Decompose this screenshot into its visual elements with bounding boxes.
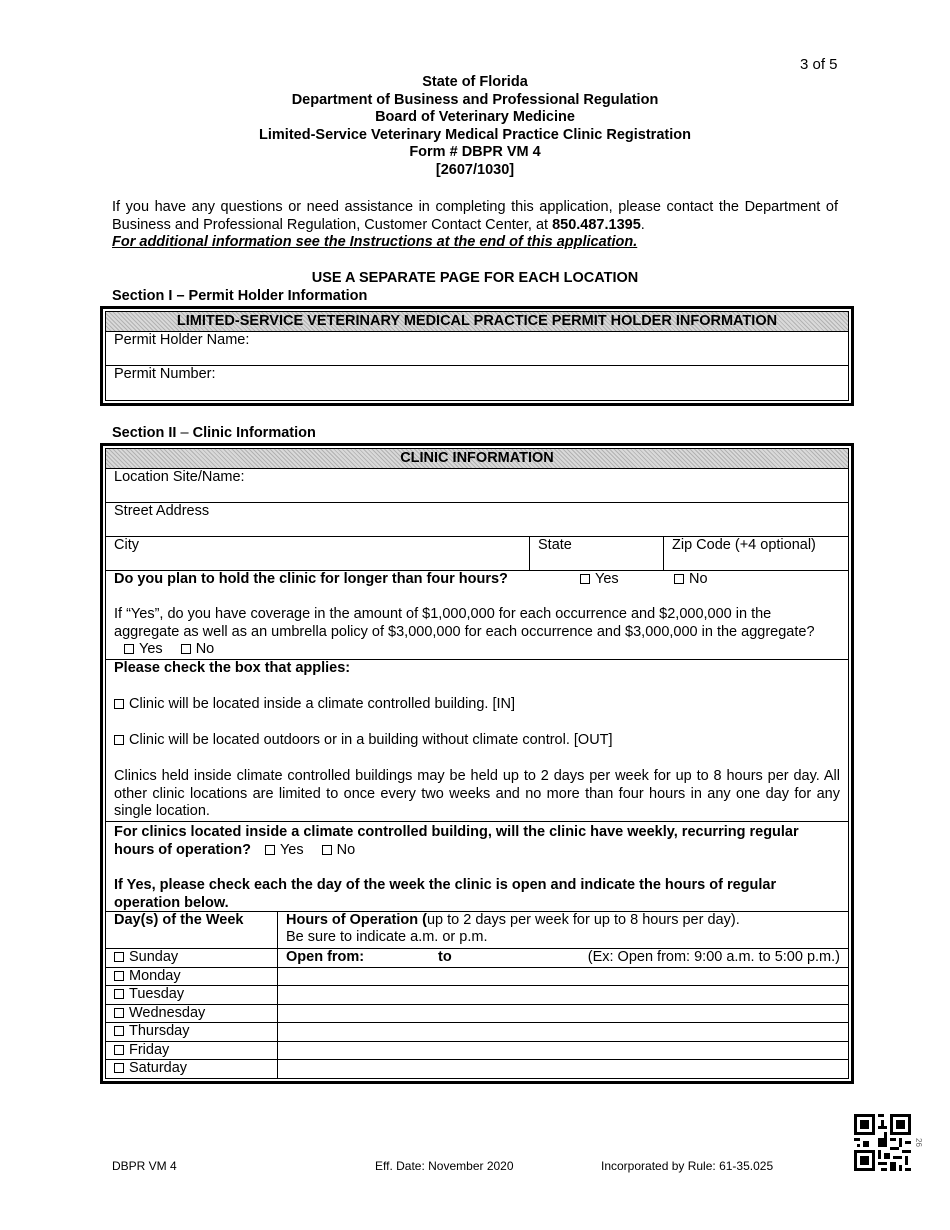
days-header: Day(s) of the Week [106,912,278,949]
street-address-field[interactable] [106,503,848,537]
checkbox-icon [114,699,124,709]
day-sunday[interactable] [106,949,278,968]
outside-option[interactable] [114,732,840,749]
weekly-no[interactable] [322,842,356,858]
day-label: Friday [129,1041,170,1058]
state-field[interactable] [529,537,663,570]
qr-code [854,1114,911,1171]
four-hours-no-label: No [689,571,708,587]
checkbox-icon [580,574,590,584]
header-form-code: [2607/1030] [435,161,515,178]
checkbox-icon [114,1008,124,1018]
city-field[interactable] [106,537,529,570]
permit-holder-name-field[interactable] [106,332,848,366]
section1-title: Section I – Permit Holder Information [112,288,368,304]
header-state: State of Florida [422,74,528,90]
header-board: Board of Veterinary Medicine [375,109,575,125]
checkbox-icon [265,845,275,855]
section2-title-dash: – [176,425,193,441]
day-monday[interactable] [106,967,278,986]
hours-friday[interactable] [278,1041,849,1060]
section2-title-a: Section II [112,425,177,441]
coverage-yes-label: Yes [139,641,163,657]
section2-title-c: Clinic Information [192,425,316,441]
checkbox-icon [114,1026,124,1036]
weekly-question-text: For clinics located inside a climate controlled building, will the clinic have weekly, recurring regular hours of operation? [114,824,799,858]
coverage-question-text: If “Yes”, do you have coverage in the amount of $1,000,000 for each occurrence and $2,000,000 in the aggregate as well as an umbrella policy of $3,000,000 for each occurrence and $3,000,000 in the aggregate? [114,606,815,640]
footer-form-id: DBPR VM 4 [112,1159,177,1173]
hours-example: (Ex: Open from: 9:00 a.m. to 5:00 p.m.) [587,949,840,965]
hours-monday[interactable] [278,967,849,986]
checkbox-icon [114,1063,124,1073]
permit-holder-table-header: LIMITED-SERVICE VETERINARY MEDICAL PRACTICE PERMIT HOLDER INFORMATION [106,312,848,332]
hours-wednesday[interactable] [278,1004,849,1023]
hours-thursday[interactable] [278,1023,849,1042]
hours-saturday[interactable] [278,1060,849,1079]
clinic-limits-text: Clinics held inside climate controlled buildings may be held up to 2 days per week for up to 8 hours per day. All other clinic locations are limited to once every two weeks and no more than four hours in any one day for any single location. [114,768,840,819]
contact-phone: 850.487.1395 [552,216,641,233]
zip-field[interactable] [663,537,848,570]
weekly-question [114,823,840,859]
permit-holder-name-label: Permit Holder Name: [114,332,250,348]
days-table [105,911,849,1079]
instructions-note: For additional information see the Instructions at the end of this application. [112,234,638,250]
checkbox-icon [114,989,124,999]
checkbox-icon [114,1045,124,1055]
day-label: Monday [129,967,181,984]
four-hours-no[interactable] [674,571,708,588]
intro-period: . [640,216,645,233]
check-box-instruction: Please check the box that applies: [114,660,351,676]
zip-label: Zip Code (+4 optional) [672,537,816,553]
day-thursday[interactable] [106,1023,278,1042]
day-label: Wednesday [129,1004,206,1021]
street-address-label: Street Address [114,503,210,519]
checkbox-icon [114,971,124,981]
form-header [0,74,950,179]
days-table-wrap [106,911,848,1079]
coverage-no[interactable] [181,641,215,657]
four-hours-yes-label: Yes [595,571,619,587]
page-number: 3 of 5 [800,56,838,73]
hours-header-bold: Hours of Operation ( [286,912,427,928]
footer-rule: Incorporated by Rule: 61-35.025 [601,1159,774,1173]
checkbox-icon [124,644,134,654]
qr-number: 26 [914,1138,923,1147]
intro-paragraph [112,199,838,252]
intro-text: If you have any questions or need assistance in completing this application, please contact the Department of Business and Professional Regulation, Customer Contact Center, at [112,199,838,233]
day-wednesday[interactable] [106,1004,278,1023]
weekly-no-label: No [336,842,356,858]
hours-header [278,912,849,949]
header-form-number: Form # DBPR VM 4 [409,144,541,160]
checkbox-icon [181,644,191,654]
section2-title [112,425,316,441]
location-field[interactable] [106,469,848,503]
if-yes-instruction: If Yes, please check each the day of the week the clinic is open and indicate the hours of regular operation below. [114,877,777,911]
day-label: Saturday [129,1060,188,1076]
hours-tuesday[interactable] [278,986,849,1005]
day-label: Thursday [129,1023,190,1039]
clinic-info-table [100,443,854,1084]
permit-holder-table [100,306,854,406]
checkbox-icon [674,574,684,584]
four-hours-question: Do you plan to hold the clinic for longer than four hours? [114,571,508,587]
outside-option-label: Clinic will be located outdoors or in a building without climate control. [OUT] [129,732,613,748]
day-saturday[interactable] [106,1060,278,1079]
weekly-yes-label: Yes [279,842,304,858]
four-hours-block [106,571,848,660]
inside-option[interactable] [114,696,840,713]
checkbox-icon [114,735,124,745]
checkbox-icon [322,845,332,855]
inside-option-label: Clinic will be located inside a climate controlled building. [IN] [129,696,516,712]
weekly-block [106,822,848,912]
coverage-question [114,606,840,659]
separate-page-note: USE A SEPARATE PAGE FOR EACH LOCATION [311,270,639,286]
location-label: Location Site/Name: [114,469,245,485]
four-hours-yes[interactable] [580,571,619,588]
hours-sunday[interactable] [278,949,849,968]
coverage-yes[interactable] [124,641,163,657]
day-tuesday[interactable] [106,986,278,1005]
to-label: to [438,949,452,965]
weekly-yes[interactable] [265,842,304,858]
city-label: City [114,537,139,553]
day-label: Sunday [129,949,179,965]
open-from-label: Open from: [286,949,365,965]
hours-header-note: Be sure to indicate a.m. or p.m. [286,929,488,945]
header-department: Department of Business and Professional Regulation [291,91,659,108]
day-label: Tuesday [129,986,185,1002]
hours-header-rest: up to 2 days per week for up to 8 hours per day). [426,912,740,928]
clinic-info-table-header: CLINIC INFORMATION [106,449,848,469]
permit-number-label: Permit Number: [114,366,216,382]
header-form-title: Limited-Service Veterinary Medical Practice Clinic Registration [259,126,691,143]
permit-number-field[interactable] [106,366,848,400]
day-friday[interactable] [106,1041,278,1060]
climate-block [106,660,848,822]
coverage-no-label: No [195,641,215,657]
city-state-zip-row [106,537,848,571]
state-label: State [538,537,572,553]
footer-eff-date: Eff. Date: November 2020 [375,1159,514,1173]
checkbox-icon [114,952,124,962]
